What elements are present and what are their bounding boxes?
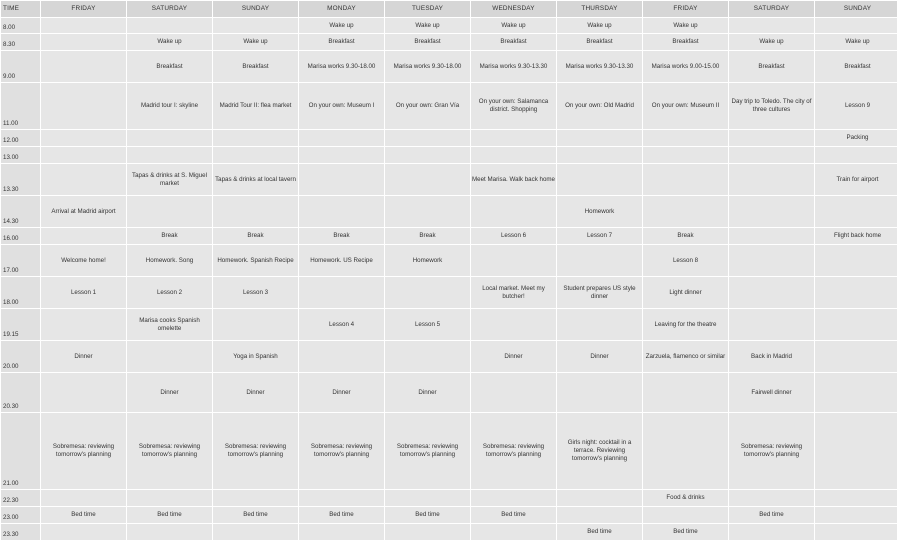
time-label: 17.00 — [1, 245, 41, 277]
schedule-cell — [41, 51, 127, 83]
schedule-cell — [127, 196, 213, 228]
schedule-cell — [557, 507, 643, 524]
schedule-cell — [729, 309, 815, 341]
schedule-cell — [127, 524, 213, 541]
schedule-cell: Break — [213, 228, 299, 245]
schedule-cell — [41, 34, 127, 51]
schedule-cell: Wake up — [815, 34, 897, 51]
schedule-cell: Break — [643, 228, 729, 245]
schedule-cell — [127, 147, 213, 164]
schedule-cell — [643, 507, 729, 524]
schedule-cell: Wake up — [385, 18, 471, 34]
schedule-cell — [815, 309, 897, 341]
schedule-cell — [213, 309, 299, 341]
schedule-cell — [213, 18, 299, 34]
schedule-cell: Madrid Tour II: flea market — [213, 83, 299, 130]
schedule-row — [1, 245, 897, 277]
schedule-cell: Lesson 3 — [213, 277, 299, 309]
schedule-cell: Wake up — [471, 18, 557, 34]
schedule-cell — [385, 164, 471, 196]
schedule-cell — [729, 228, 815, 245]
schedule-row — [1, 341, 897, 373]
schedule-row — [1, 51, 897, 83]
schedule-cell: Wake up — [729, 34, 815, 51]
schedule-cell — [729, 130, 815, 147]
schedule-cell: Wake up — [643, 18, 729, 34]
time-label: 21.00 — [1, 413, 41, 490]
schedule-cell — [471, 309, 557, 341]
schedule-cell — [385, 490, 471, 507]
schedule-cell: On your own: Salamanca district. Shopping — [471, 83, 557, 130]
time-label: 18.00 — [1, 277, 41, 309]
schedule-cell — [815, 373, 897, 413]
schedule-cell — [815, 507, 897, 524]
schedule-cell — [299, 164, 385, 196]
schedule-cell: Wake up — [557, 18, 643, 34]
schedule-cell — [729, 490, 815, 507]
schedule-cell — [729, 524, 815, 541]
schedule-cell — [41, 83, 127, 130]
schedule-cell — [41, 130, 127, 147]
schedule-row — [1, 83, 897, 130]
schedule-cell — [385, 130, 471, 147]
schedule-cell: Yoga in Spanish — [213, 341, 299, 373]
schedule-cell: Arrival at Madrid airport — [41, 196, 127, 228]
time-label: 19.15 — [1, 309, 41, 341]
schedule-cell — [815, 147, 897, 164]
schedule-cell — [815, 490, 897, 507]
time-label: 16.00 — [1, 228, 41, 245]
schedule-cell: Lesson 8 — [643, 245, 729, 277]
schedule-body — [1, 18, 897, 541]
schedule-cell: Sobremesa: reviewing tomorrow's planning — [299, 413, 385, 490]
time-label: 14.30 — [1, 196, 41, 228]
day-header-wednesday: WEDNESDAY — [471, 1, 557, 18]
schedule-cell — [385, 196, 471, 228]
schedule-cell: On your own: Museum I — [299, 83, 385, 130]
time-label: 22.30 — [1, 490, 41, 507]
schedule-cell: Sobremesa: reviewing tomorrow's planning — [471, 413, 557, 490]
day-header-thursday: THURSDAY — [557, 1, 643, 18]
schedule-cell: Marisa works 9.30-13.30 — [471, 51, 557, 83]
schedule-row — [1, 147, 897, 164]
schedule-cell: Light dinner — [643, 277, 729, 309]
schedule-cell — [471, 147, 557, 164]
schedule-row — [1, 524, 897, 541]
schedule-cell: Day trip to Toledo. The city of three cultures — [729, 83, 815, 130]
schedule-cell — [471, 373, 557, 413]
schedule-cell: Homework — [557, 196, 643, 228]
schedule-cell: Homework. US Recipe — [299, 245, 385, 277]
time-label: 13.30 — [1, 164, 41, 196]
schedule-cell — [299, 196, 385, 228]
schedule-cell: Break — [299, 228, 385, 245]
schedule-cell: Marisa works 9.30-18.00 — [299, 51, 385, 83]
schedule-cell — [557, 147, 643, 164]
time-label: 9.00 — [1, 51, 41, 83]
schedule-cell: Fairwell dinner — [729, 373, 815, 413]
schedule-cell: Back in Madrid — [729, 341, 815, 373]
time-label: 12.00 — [1, 130, 41, 147]
schedule-cell: Dinner — [385, 373, 471, 413]
schedule-cell: Breakfast — [557, 34, 643, 51]
schedule-cell — [815, 196, 897, 228]
schedule-cell — [385, 147, 471, 164]
schedule-cell: Lesson 2 — [127, 277, 213, 309]
schedule-cell — [815, 524, 897, 541]
time-label: 13.00 — [1, 147, 41, 164]
schedule-cell: Dinner — [213, 373, 299, 413]
schedule-cell — [471, 196, 557, 228]
schedule-cell: Breakfast — [299, 34, 385, 51]
schedule-cell — [471, 130, 557, 147]
schedule-cell: Lesson 1 — [41, 277, 127, 309]
schedule-cell: Breakfast — [385, 34, 471, 51]
schedule-cell — [299, 147, 385, 164]
schedule-cell: Lesson 4 — [299, 309, 385, 341]
schedule-cell — [127, 18, 213, 34]
schedule-row — [1, 18, 897, 34]
schedule-cell — [815, 18, 897, 34]
schedule-cell — [729, 245, 815, 277]
schedule-cell — [213, 196, 299, 228]
schedule-cell: Dinner — [127, 373, 213, 413]
schedule-cell — [729, 277, 815, 309]
schedule-cell: Marisa works 9.30-13.30 — [557, 51, 643, 83]
schedule-cell: Train for airport — [815, 164, 897, 196]
schedule-cell: Girls night: cocktail in a terrace. Reviewing tomorrow's planning — [557, 413, 643, 490]
time-label: 8.30 — [1, 34, 41, 51]
schedule-cell: Dinner — [299, 373, 385, 413]
schedule-cell: Homework — [385, 245, 471, 277]
day-header-saturday: SATURDAY — [127, 1, 213, 18]
schedule-cell — [815, 245, 897, 277]
schedule-cell: Lesson 7 — [557, 228, 643, 245]
schedule-cell — [213, 524, 299, 541]
day-header-sunday: SUNDAY — [815, 1, 897, 18]
schedule-cell: Food & drinks — [643, 490, 729, 507]
schedule-row — [1, 413, 897, 490]
schedule-cell: Dinner — [471, 341, 557, 373]
schedule-cell — [41, 164, 127, 196]
schedule-cell — [557, 309, 643, 341]
schedule-cell: Bed time — [471, 507, 557, 524]
schedule-cell — [557, 245, 643, 277]
time-label: 23.00 — [1, 507, 41, 524]
schedule-cell — [213, 490, 299, 507]
schedule-row — [1, 277, 897, 309]
time-column-header: TIME — [1, 1, 41, 18]
schedule-cell: Sobremesa: reviewing tomorrow's planning — [213, 413, 299, 490]
header-row — [1, 1, 897, 18]
day-header-friday: FRIDAY — [41, 1, 127, 18]
schedule-cell: Breakfast — [213, 51, 299, 83]
schedule-cell: Sobremesa: reviewing tomorrow's planning — [127, 413, 213, 490]
day-header-friday: FRIDAY — [643, 1, 729, 18]
schedule-cell: Wake up — [213, 34, 299, 51]
day-header-sunday: SUNDAY — [213, 1, 299, 18]
schedule-cell — [385, 341, 471, 373]
schedule-cell: Packing — [815, 130, 897, 147]
schedule-cell — [41, 309, 127, 341]
schedule-cell — [299, 524, 385, 541]
time-label: 11.00 — [1, 83, 41, 130]
schedule-cell — [299, 130, 385, 147]
schedule-cell: Lesson 9 — [815, 83, 897, 130]
schedule-cell — [385, 524, 471, 541]
schedule-cell: Tapas & drinks at S. Miguel market — [127, 164, 213, 196]
schedule-cell — [41, 147, 127, 164]
schedule-cell — [127, 490, 213, 507]
schedule-cell — [643, 130, 729, 147]
schedule-cell — [557, 490, 643, 507]
schedule-cell — [213, 130, 299, 147]
schedule-cell — [299, 490, 385, 507]
schedule-cell: Bed time — [213, 507, 299, 524]
schedule-cell: Marisa cooks Spanish omelette — [127, 309, 213, 341]
schedule-cell: Bed time — [643, 524, 729, 541]
schedule-cell — [643, 147, 729, 164]
schedule-cell — [729, 196, 815, 228]
schedule-cell: Bed time — [729, 507, 815, 524]
schedule-cell: Local market. Meet my butcher! — [471, 277, 557, 309]
day-header-tuesday: TUESDAY — [385, 1, 471, 18]
schedule-cell: Breakfast — [643, 34, 729, 51]
schedule-cell: Meet Marisa. Walk back home — [471, 164, 557, 196]
schedule-cell — [643, 413, 729, 490]
schedule-cell: Tapas & drinks at local tavern — [213, 164, 299, 196]
day-header-saturday: SATURDAY — [729, 1, 815, 18]
schedule-cell: Breakfast — [815, 51, 897, 83]
schedule-cell — [729, 147, 815, 164]
schedule-cell: Marisa works 9.30-18.00 — [385, 51, 471, 83]
schedule-row — [1, 373, 897, 413]
time-label: 23.30 — [1, 524, 41, 541]
schedule-cell — [471, 245, 557, 277]
schedule-cell: Sobremesa: reviewing tomorrow's planning — [729, 413, 815, 490]
schedule-row — [1, 196, 897, 228]
schedule-cell: Bed time — [385, 507, 471, 524]
schedule-cell — [729, 164, 815, 196]
schedule-cell: On your own: Old Madrid — [557, 83, 643, 130]
schedule-cell: Zarzuela, flamenco or similar — [643, 341, 729, 373]
schedule-cell — [299, 341, 385, 373]
schedule-row — [1, 34, 897, 51]
schedule-cell: On your own: Gran Vía — [385, 83, 471, 130]
schedule-cell: Flight back home — [815, 228, 897, 245]
schedule-cell — [643, 164, 729, 196]
schedule-cell — [815, 413, 897, 490]
schedule-row — [1, 309, 897, 341]
schedule-cell: Bed time — [299, 507, 385, 524]
schedule-cell — [299, 277, 385, 309]
schedule-cell: Wake up — [127, 34, 213, 51]
schedule-cell — [41, 490, 127, 507]
schedule-cell — [41, 524, 127, 541]
time-label: 20.00 — [1, 341, 41, 373]
schedule-cell — [557, 130, 643, 147]
schedule-row — [1, 164, 897, 196]
schedule-cell: Leaving for the theatre — [643, 309, 729, 341]
schedule-cell: Bed time — [557, 524, 643, 541]
schedule-cell: Student prepares US style dinner — [557, 277, 643, 309]
schedule-cell: On your own: Museum II — [643, 83, 729, 130]
schedule-cell: Wake up — [299, 18, 385, 34]
schedule-cell — [385, 277, 471, 309]
day-header-monday: MONDAY — [299, 1, 385, 18]
schedule-cell — [471, 524, 557, 541]
schedule-cell: Bed time — [127, 507, 213, 524]
schedule-cell: Dinner — [41, 341, 127, 373]
schedule-cell: Sobremesa: reviewing tomorrow's planning — [385, 413, 471, 490]
schedule-cell — [557, 373, 643, 413]
schedule-cell: Welcome home! — [41, 245, 127, 277]
schedule-cell: Homework. Song — [127, 245, 213, 277]
schedule-cell — [815, 277, 897, 309]
schedule-cell — [729, 18, 815, 34]
schedule-cell — [815, 341, 897, 373]
time-label: 20.30 — [1, 373, 41, 413]
schedule-cell — [643, 373, 729, 413]
schedule-cell: Lesson 6 — [471, 228, 557, 245]
schedule-cell: Bed time — [41, 507, 127, 524]
schedule-cell: Madrid tour I: skyline — [127, 83, 213, 130]
schedule-cell: Sobremesa: reviewing tomorrow's planning — [41, 413, 127, 490]
schedule-cell: Marisa works 9.00-15.00 — [643, 51, 729, 83]
time-label: 8.00 — [1, 18, 41, 34]
schedule-row — [1, 490, 897, 507]
schedule-cell — [41, 18, 127, 34]
schedule-cell — [643, 196, 729, 228]
schedule-cell: Breakfast — [127, 51, 213, 83]
schedule-cell: Homework. Spanish Recipe — [213, 245, 299, 277]
schedule-cell: Lesson 5 — [385, 309, 471, 341]
schedule-cell — [41, 228, 127, 245]
schedule-cell — [213, 147, 299, 164]
schedule-cell — [557, 164, 643, 196]
schedule-cell: Break — [127, 228, 213, 245]
schedule-row — [1, 228, 897, 245]
schedule-cell — [41, 373, 127, 413]
schedule-row — [1, 130, 897, 147]
schedule-cell: Breakfast — [729, 51, 815, 83]
schedule-cell — [471, 490, 557, 507]
schedule-cell — [127, 130, 213, 147]
schedule-cell: Breakfast — [471, 34, 557, 51]
schedule-cell: Dinner — [557, 341, 643, 373]
schedule-row — [1, 507, 897, 524]
schedule-cell: Break — [385, 228, 471, 245]
schedule-cell — [127, 341, 213, 373]
